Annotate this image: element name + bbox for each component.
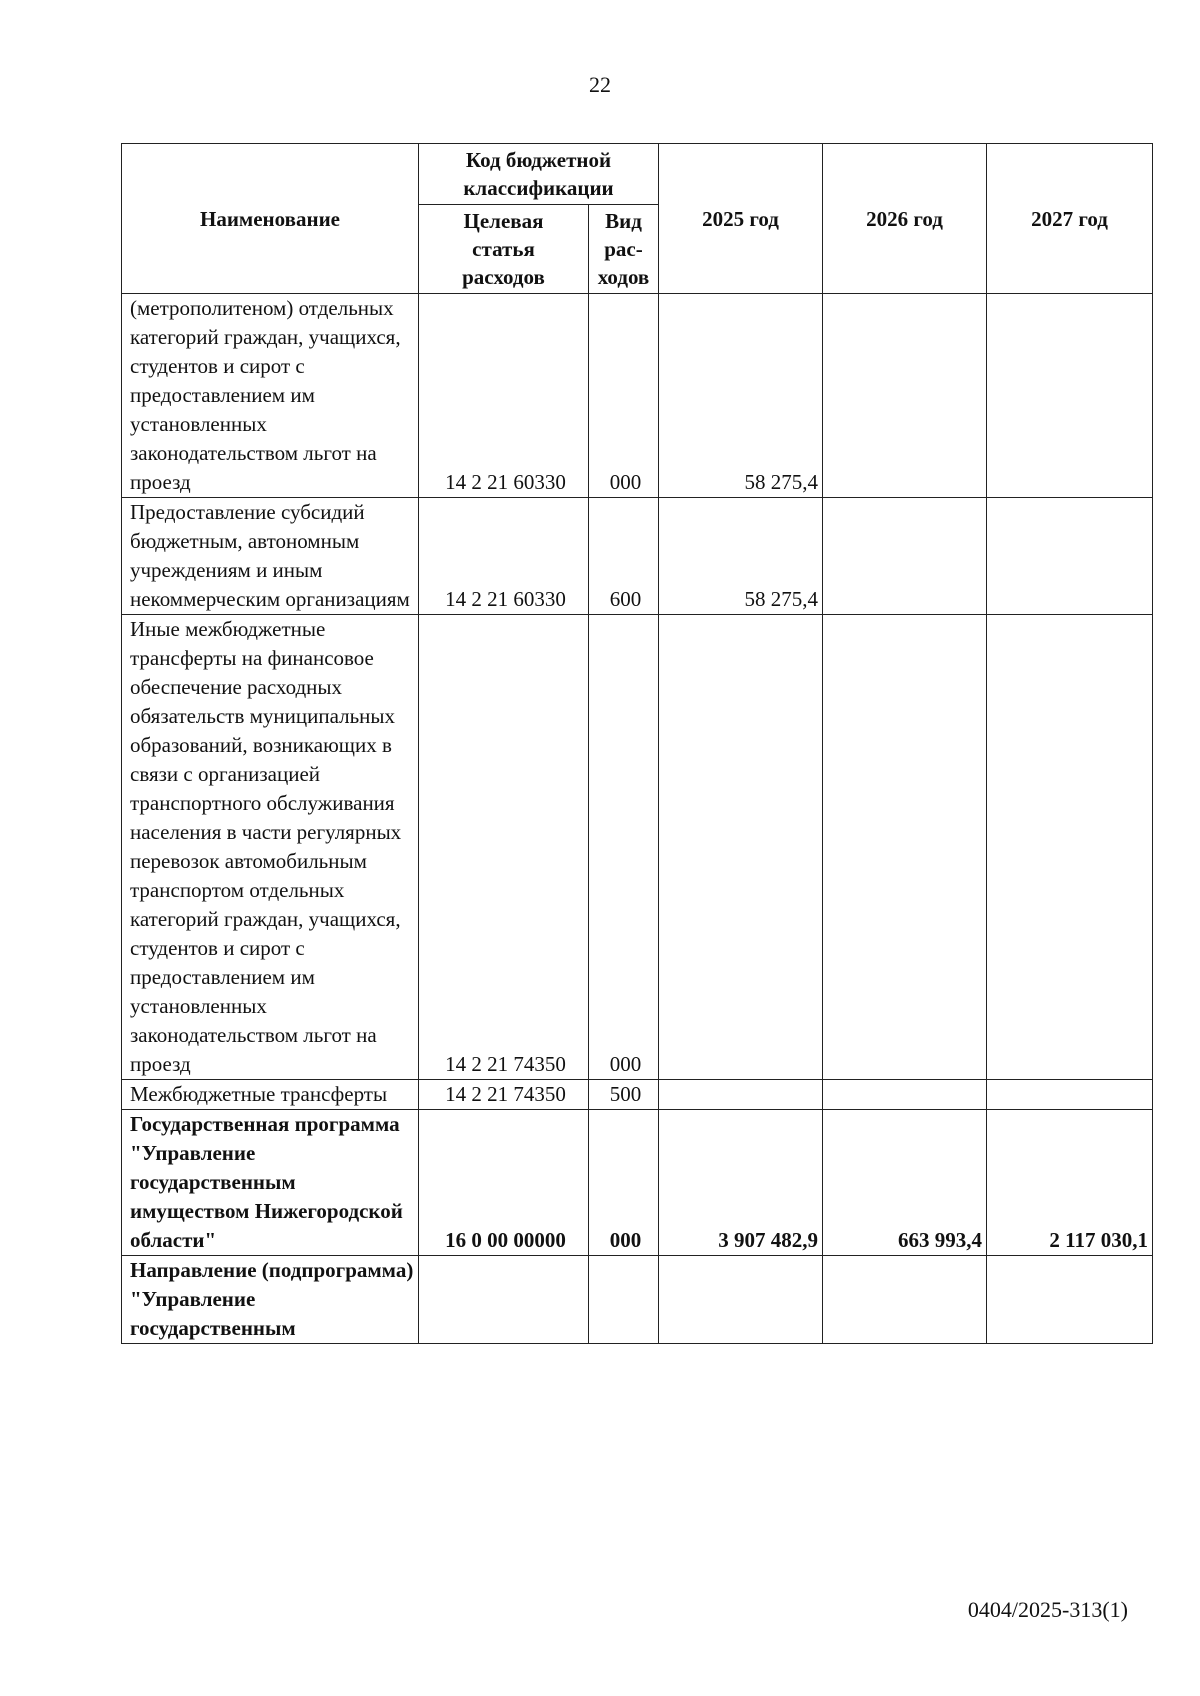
header-target-article: Целевая статья расходов [419,205,589,294]
row-2025: 3 907 482,9 [659,1110,823,1256]
row-2027 [987,615,1153,1080]
row-2025: 58 275,4 [659,294,823,498]
row-vid: 000 [589,615,659,1080]
header-2026: 2026 год [823,144,987,294]
row-name: Межбюджетные трансферты [122,1080,419,1110]
row-name: (метрополитеном) отдельных категорий граждан, учащихся, студентов и сирот с предоставлением им установленных законодательством льгот на проезд [122,294,419,498]
row-2026 [823,615,987,1080]
header-expense-type: Вид рас-ходов [589,205,659,294]
row-2025 [659,1256,823,1344]
row-name: Направление (подпрограмма) "Управление государственным [122,1256,419,1344]
row-2025 [659,615,823,1080]
page-number: 22 [589,72,611,97]
row-vid: 000 [589,1110,659,1256]
table-row [122,1110,1153,1256]
row-name: Иные межбюджетные трансферты на финансовое обеспечение расходных обязательств муниципальных образований, возникающих в связи с организацией транспортного обслуживания населения в части регулярных перевозок автомобильным транспортом отдельных категорий граждан, учащихся, студентов и сирот с предоставлением им установленных законодательством льгот на проезд [122,615,419,1080]
header-2027: 2027 год [987,144,1153,294]
row-2027: 2 117 030,1 [987,1110,1153,1256]
row-2025: 58 275,4 [659,498,823,615]
row-vid: 600 [589,498,659,615]
row-code [419,1256,589,1344]
row-code: 14 2 21 60330 [419,294,589,498]
row-name: Государственная программа "Управление государственным имуществом Нижегородской области" [122,1110,419,1256]
row-2026 [823,1256,987,1344]
table-row [122,615,1153,1080]
budget-table [121,143,1153,1344]
header-2025: 2025 год [659,144,823,294]
row-2026 [823,1080,987,1110]
header-row-1 [122,144,1153,205]
row-2027 [987,498,1153,615]
row-code: 14 2 21 60330 [419,498,589,615]
row-code: 14 2 21 74350 [419,1080,589,1110]
row-vid: 000 [589,294,659,498]
row-2027 [987,1256,1153,1344]
document-code: 0404/2025-313(1) [967,1597,1128,1622]
row-code: 14 2 21 74350 [419,615,589,1080]
row-vid: 500 [589,1080,659,1110]
table-row [122,1080,1153,1110]
row-2026: 663 993,4 [823,1110,987,1256]
header-code-group: Код бюджетной классификации [419,144,659,205]
table-row [122,498,1153,615]
row-2027 [987,294,1153,498]
row-2027 [987,1080,1153,1110]
header-name: Наименование [122,144,419,294]
row-vid [589,1256,659,1344]
row-2026 [823,498,987,615]
row-2026 [823,294,987,498]
row-name: Предоставление субсидий бюджетным, автономным учреждениям и иным некоммерческим организациям [122,498,419,615]
table-row [122,294,1153,498]
row-code: 16 0 00 00000 [419,1110,589,1256]
table-row [122,1256,1153,1344]
row-2025 [659,1080,823,1110]
